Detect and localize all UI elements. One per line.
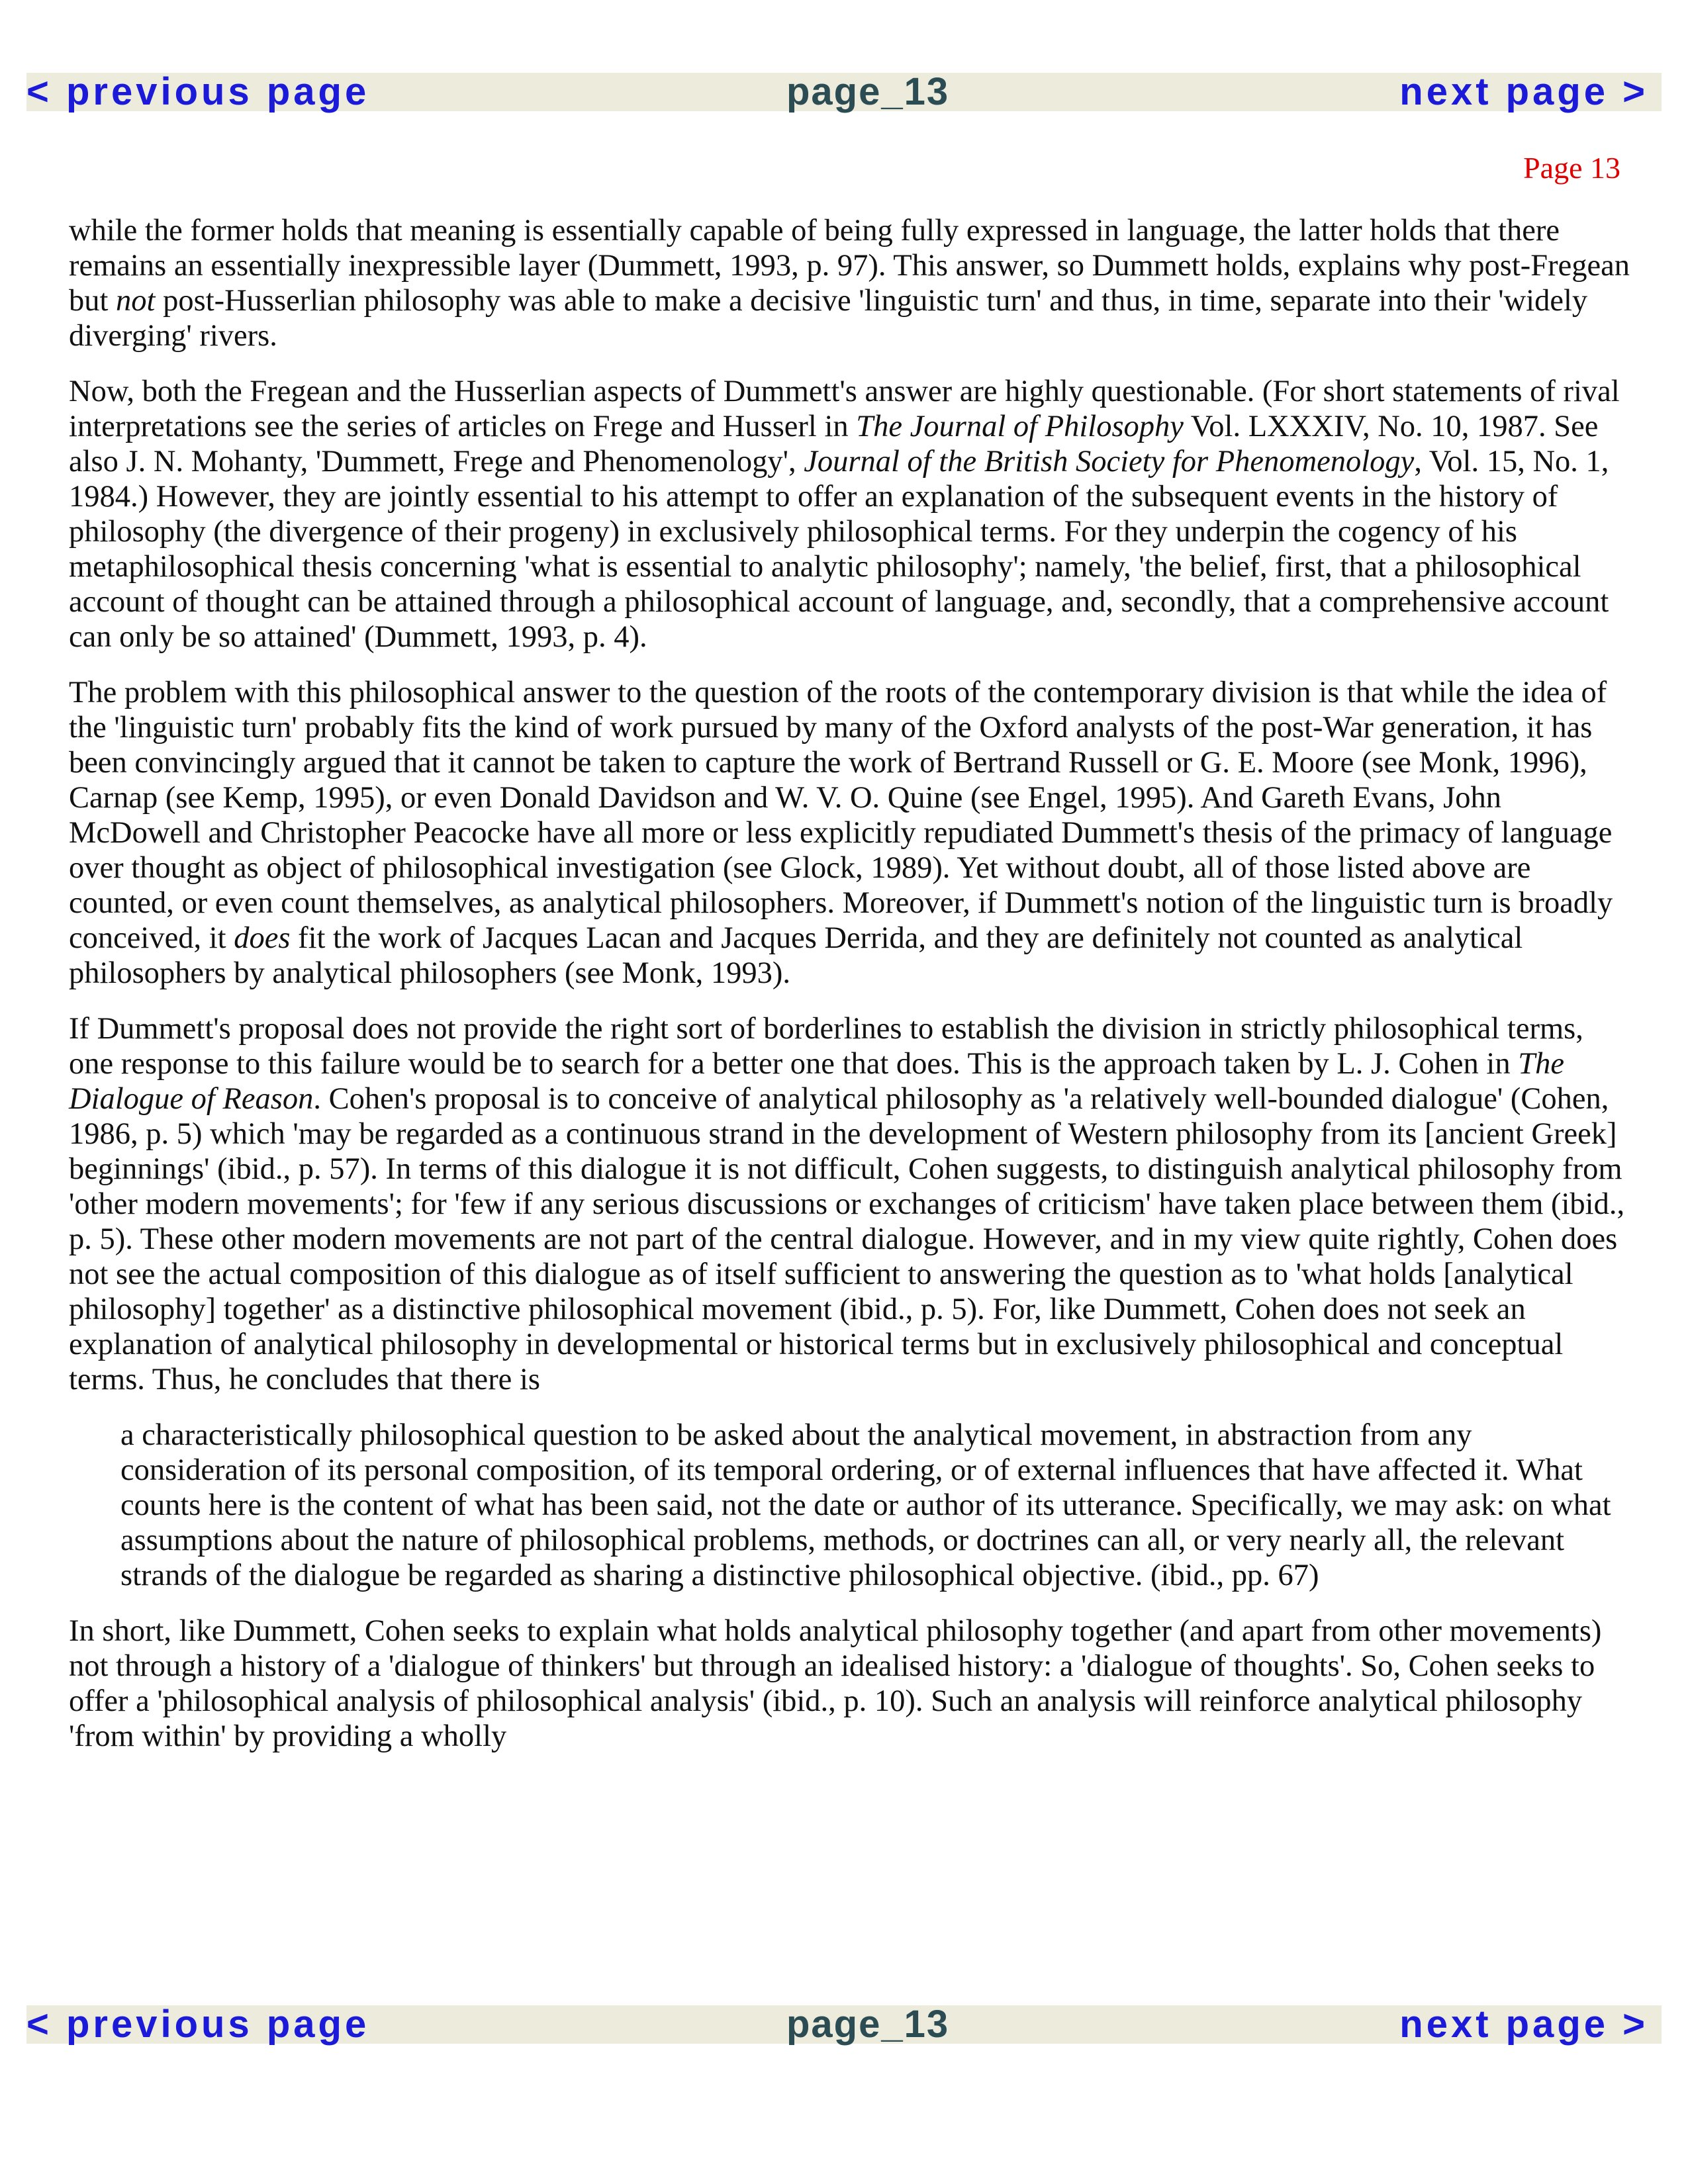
previous-page-link[interactable]: < previous page [26, 2003, 370, 2046]
journal-title: Journal of the British Society for Phenomenology [804, 445, 1415, 478]
journal-title: The Journal of Philosophy [856, 410, 1184, 443]
paragraph-1: while the former holds that meaning is essentially capable of being fully expressed in language, the latter holds that there remains an essentially inexpressible layer (Dummett, 1993, p. 97). This answer, so Dummett holds, explains why post-Fregean but not post-Husserlian philosophy was able to make a decisive 'linguistic turn' and thus, in time, separate into their 'widely diverging' rivers. [69, 214, 1630, 353]
emphasis-not: not [116, 284, 156, 318]
page-content [69, 213, 1631, 1774]
page-label: page_13 [786, 70, 950, 113]
next-page-link[interactable]: next page > [1399, 70, 1648, 113]
top-navigation-bar [26, 70, 1662, 113]
next-page-link[interactable]: next page > [1399, 2003, 1648, 2046]
page-label: page_13 [786, 2003, 950, 2046]
paragraph-4: If Dummett's proposal does not provide the right sort of borderlines to establish the division in strictly philosophical terms, one response to this failure would be to search for a better one that does. This is the approach taken by L. J. Cohen in The Dialogue of Reason. Cohen's proposal is to conceive of analytical philosophy as 'a relatively well-bounded dialogue' (Cohen, 1986, p. 5) which 'may be regarded as a continuous strand in the development of Western philosophy from its [ancient Greek] beginnings' (ibid., p. 57). In terms of this dialogue it is not difficult, Cohen suggests, to distinguish analytical philosophy from 'other modern movements'; for 'few if any serious discussions or exchanges of criticism' have taken place between them (ibid., p. 5). These other modern movements are not part of the central dialogue. However, and in my view quite rightly, Cohen does not see the actual composition of this dialogue as of itself sufficient to answering the question as to 'what holds [analytical philosophy] together' as a distinctive philosophical movement (ibid., p. 5). For, like Dummett, Cohen does not seek an explanation of analytical philosophy in developmental or historical terms but in exclusively philosophical and conceptual terms. Thus, he concludes that there is [69, 1012, 1625, 1396]
paragraph-2: Now, both the Fregean and the Husserlian aspects of Dummett's answer are highly questionable. (For short statements of rival interpretations see the series of articles on Frege and Husserl in The Journal of Philosophy Vol. LXXXIV, No. 10, 1987. See also J. N. Mohanty, 'Dummett, Frege and Phenomenology', Journal of the British Society for Phenomenology, Vol. 15, No. 1, 1984.) However, they are jointly essential to his attempt to offer an explanation of the subsequent events in the history of philosophy (the divergence of their progeny) in exclusively philosophical terms. For they underpin the cogency of his metaphilosophical thesis concerning 'what is essential to analytic philosophy'; namely, 'the belief, first, that a philosophical account of thought can be attained through a philosophical account of language, and, secondly, that a comprehensive account can only be so attained' (Dummett, 1993, p. 4). [69, 375, 1620, 654]
bottom-navigation-bar [26, 2005, 1662, 2044]
book-title: The Dialogue of Reason [69, 1047, 1564, 1116]
page-number: Page 13 [1523, 151, 1620, 185]
paragraph-5: In short, like Dummett, Cohen seeks to explain what holds analytical philosophy together (and apart from other movements) not through a history of a 'dialogue of thinkers' but through an idealised history: a 'dialogue of thoughts'. So, Cohen seeks to offer a 'philosophical analysis of philosophical analysis' (ibid., p. 10). Such an analysis will reinforce analytical philosophy 'from within' by providing a wholly [69, 1614, 1602, 1753]
block-quote: a characteristically philosophical question to be asked about the analytical movement, in abstraction from any consideration of its personal composition, of its temporal ordering, or of external influences that have affected it. What counts here is the content of what has been said, not the date or author of its utterance. Specifically, we may ask: on what assumptions about the nature of philosophical problems, methods, or doctrines can all, or very nearly all, the relevant strands of the dialogue be regarded as sharing a distinctive philosophical objective. (ibid., pp. 67) [120, 1418, 1611, 1592]
previous-page-link[interactable]: < previous page [26, 70, 370, 113]
paragraph-3: The problem with this philosophical answer to the question of the roots of the contemporary division is that while the idea of the 'linguistic turn' probably fits the kind of work pursued by many of the Oxford analysts of the post-War generation, it has been convincingly argued that it cannot be taken to capture the work of Bertrand Russell or G. E. Moore (see Monk, 1996), Carnap (see Kemp, 1995), or even Donald Davidson and W. V. O. Quine (see Engel, 1995). And Gareth Evans, John McDowell and Christopher Peacocke have all more or less explicitly repudiated Dummett's thesis of the primacy of language over thought as object of philosophical investigation (see Glock, 1989). Yet without doubt, all of those listed above are counted, or even count themselves, as analytical philosophers. Moreover, if Dummett's notion of the linguistic turn is broadly conceived, it does fit the work of Jacques Lacan and Jacques Derrida, and they are definitely not counted as analytical philosophers by analytical philosophers (see Monk, 1993). [69, 676, 1613, 990]
emphasis-does: does [234, 921, 291, 955]
